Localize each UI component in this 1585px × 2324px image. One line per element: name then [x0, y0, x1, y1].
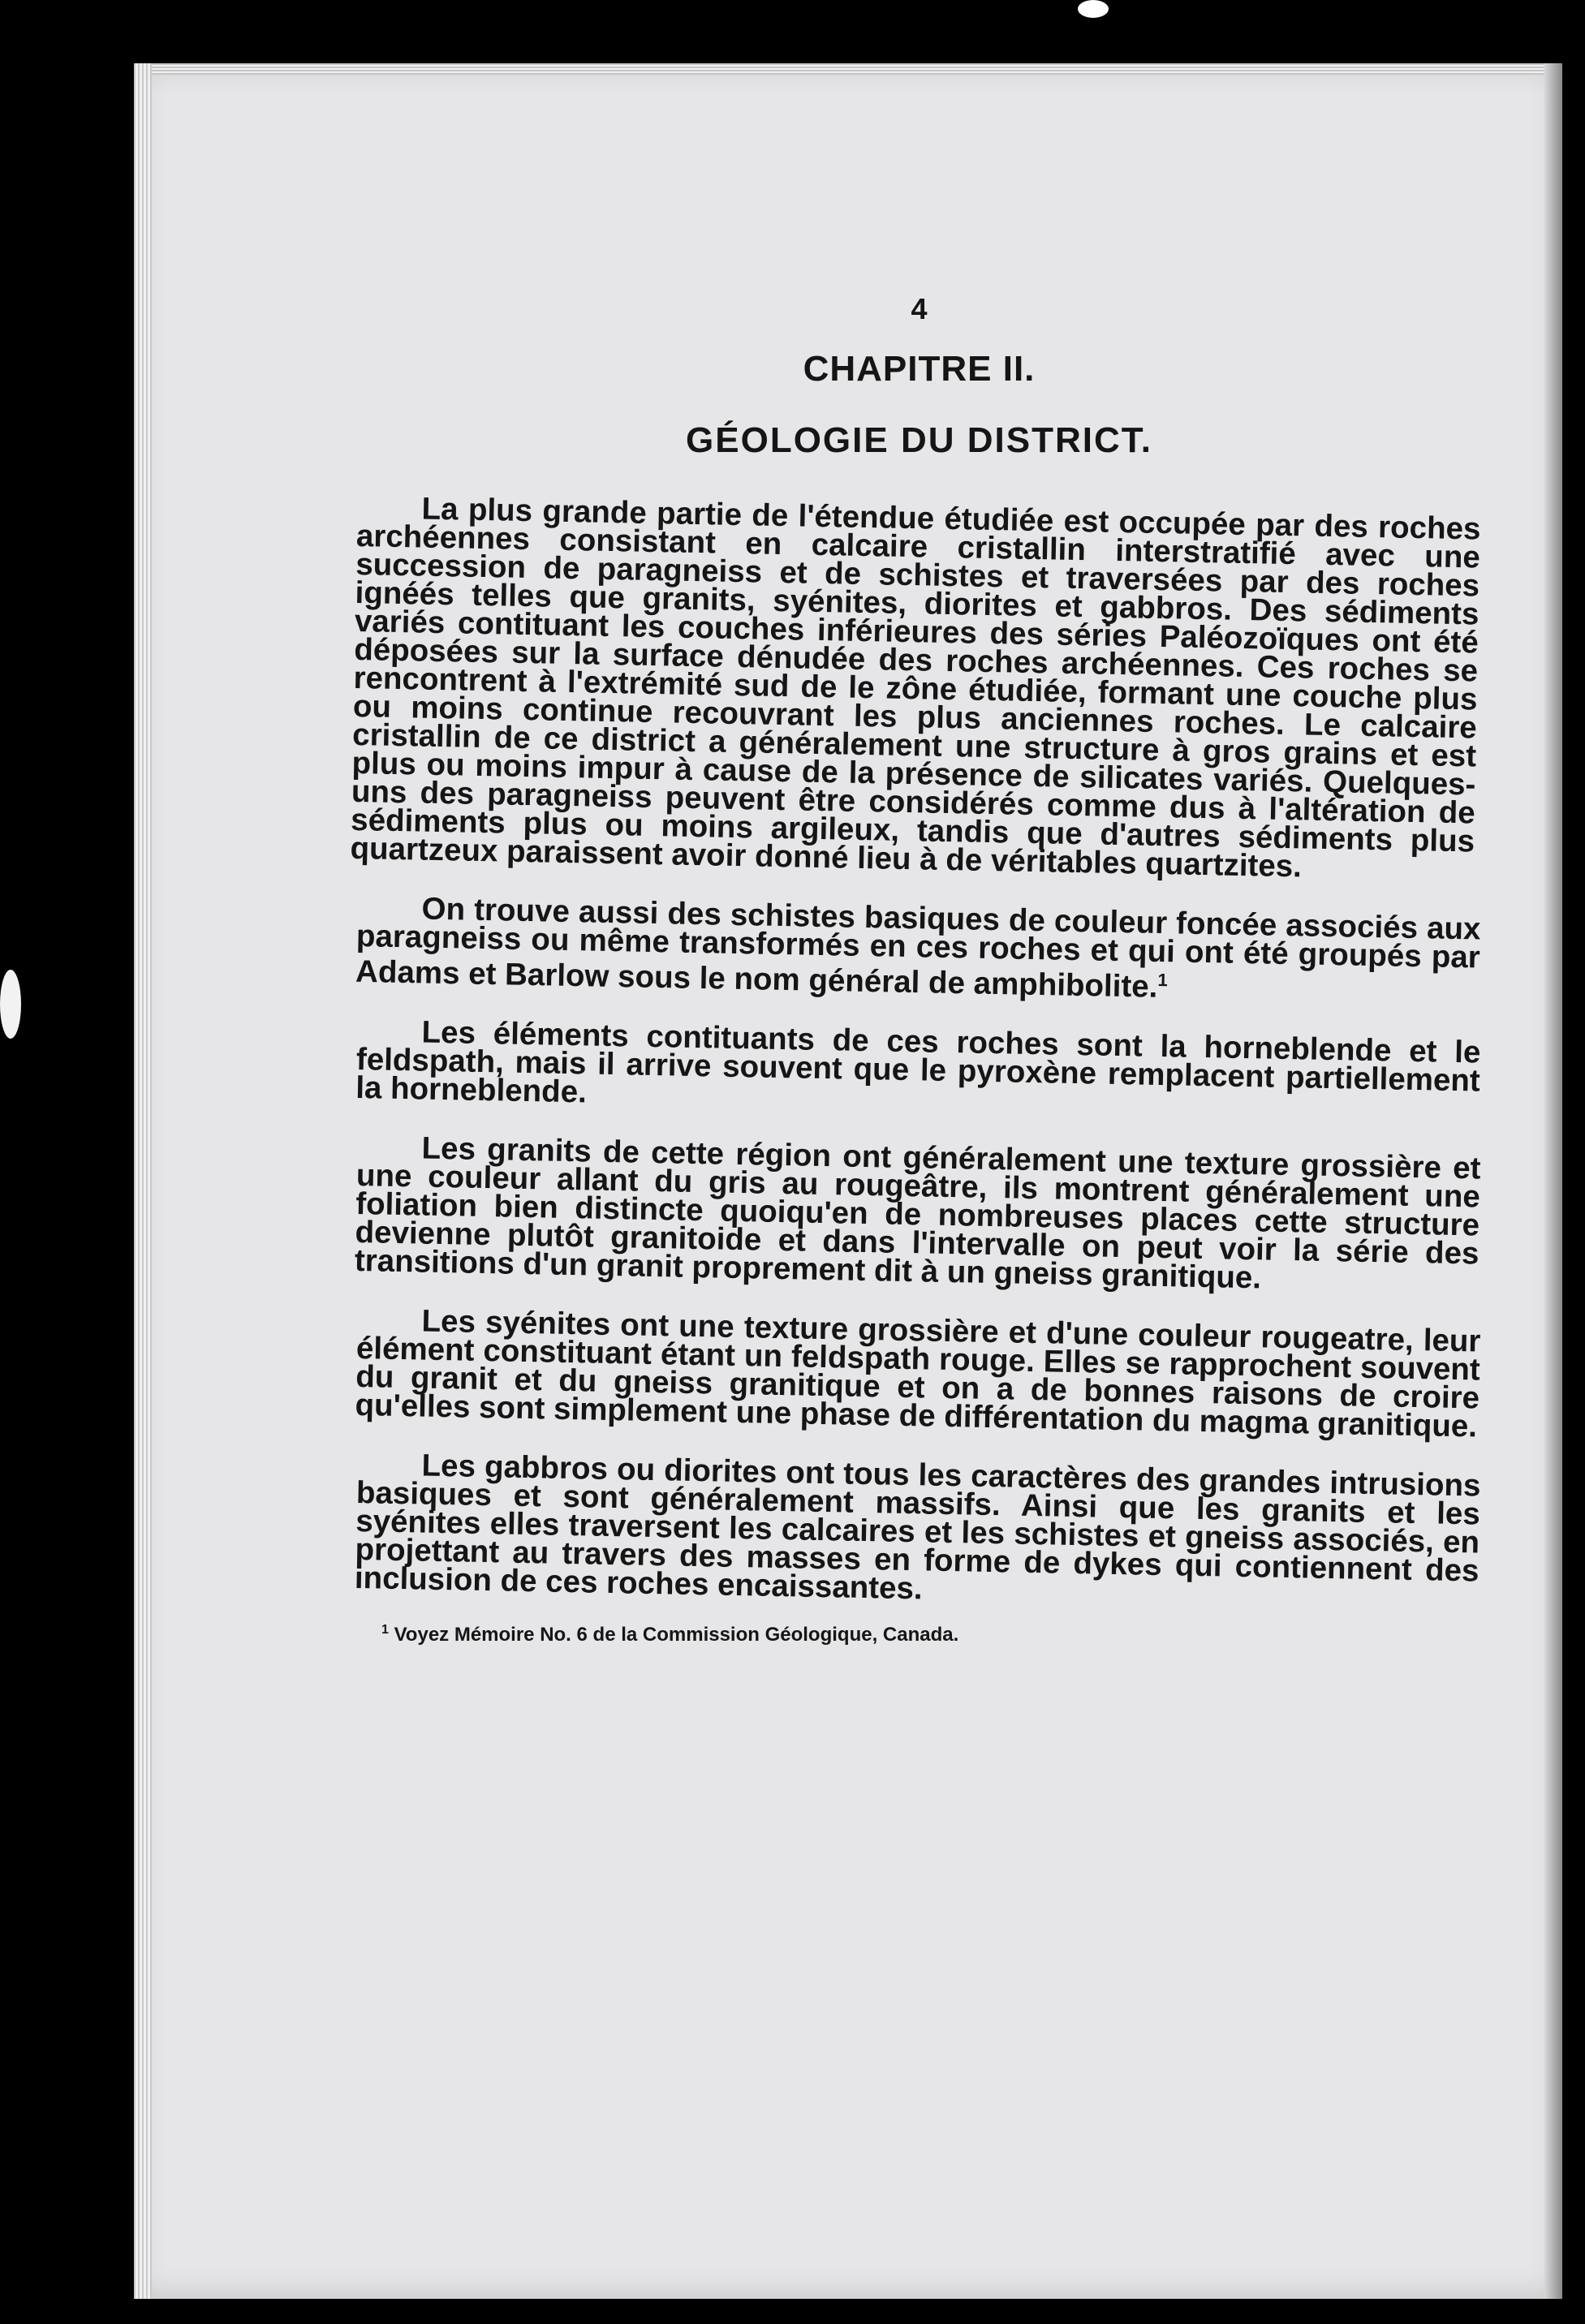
scan-artifact-top — [1078, 0, 1109, 18]
section-title: GÉOLOGIE DU DISTRICT. — [686, 420, 1152, 460]
paragraph-4: Les granits de cette région ont généralement une texture grossière et une couleur allant du gris au rougeâtre, ils montrent généralement une foliation bien distincte quoiqu'en de nombreuses places cette structure devienne plutôt granitoide et dans l'intervalle on peut voir la série des transitions d'un granit proprement dit à un gneiss granitique. — [354, 1130, 1481, 1296]
paragraph-5: Les syénites ont une texture grossière et d'une couleur rougeatre, leur élément constituant étant un feldspath rouge. Elles se rapprochent souvent du granit et du gneiss granitique et on a de bonnes raisons de croire qu'elles sont simplement une phase de différentation du magma granitique. — [355, 1303, 1481, 1444]
footnote — [381, 1623, 1481, 1646]
paragraph-6: Les gabbros ou diorites ont tous les caractères des grandes intrusions basiques et sont généralement massifs. Ainsi que les granits et les syénites elles traversent les calcaires et les schistes et gneiss associés, en projettant au travers des masses en forme de dykes qui contiennent des inclusion de ces roches encaissantes. — [354, 1448, 1481, 1607]
footnote-text: Voyez Mémoire No. 6 de la Commission Géologique, Canada. — [394, 1623, 959, 1646]
page-content — [350, 292, 1481, 1646]
page-top-edge — [134, 63, 1562, 75]
paragraph-3: Les éléments contituants de ces roches sont la horneblende et le feldspath, mais il arrive souvent que le pyroxène remplacent partiellement la horneblende. — [355, 1014, 1481, 1110]
page-number: 4 — [911, 292, 928, 325]
scan-artifact-left — [0, 970, 21, 1039]
paragraph-1: La plus grande partie de l'étendue étudiée est occupée par des roches archéennes consistant en calcaire cristallin interstratifié avec une succession de paragneiss et de schistes et traversées par des roches ignéés telles que granits, syénites, diorites et gabbros. Des sédiments variés contituant les couches inférieures des séries Paléozoïques ont été déposées sur la surface dénudée des roches archéennes. Ces roches se rencontrent à l'extrémité sud de le zône étudiée, formant une couche plus ou moins continue recouvrant les plus anciennes roches. Le calcaire cristallin de ce district a généralement une structure à gros grains et est plus ou moins impur à cause de la présence de silicates variés. Quelques-uns des paragneiss peuvent être considérés comme dus à l'altération de sédiments plus ou moins argileux, tandis que d'autres sédiments plus quartzeux paraissent avoir donné lieu à de véritables quartzites. — [350, 491, 1481, 884]
page-right-edge — [1544, 63, 1562, 2299]
footnote-marker: 1 — [381, 1622, 389, 1637]
paragraph-2-text: On trouve aussi des schistes basiques de couleur foncée associés aux paragneiss ou même transformés en ces roches et qui ont été groupés par Adams et Barlow sous le nom général de amphibolite. — [355, 891, 1481, 1005]
footnote-ref: 1 — [1157, 969, 1169, 991]
chapter-heading: CHAPITRE II. — [803, 349, 1036, 389]
page-left-edge — [134, 63, 152, 2299]
paragraph-2 — [355, 893, 1481, 1007]
